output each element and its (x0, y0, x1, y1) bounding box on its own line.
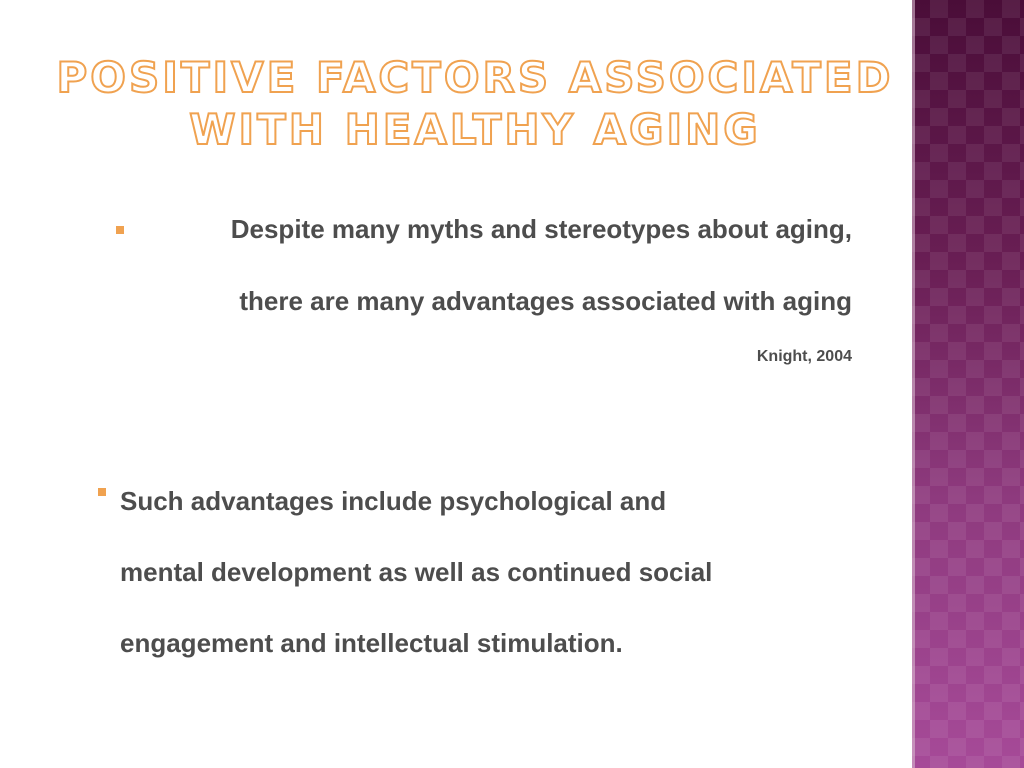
citation: Knight, 2004 (756, 348, 852, 365)
square-bullet-icon (116, 226, 124, 234)
bullet-item-2 (120, 466, 880, 679)
bullet-item-1 (138, 205, 852, 369)
bullet-1-line-1: Despite many myths and stereotypes about aging, (230, 214, 852, 244)
decorative-side-band (912, 0, 1024, 768)
side-band-edge (912, 0, 915, 768)
bullet-1-line-2: there are many advantages associated with aging (239, 286, 852, 316)
bullet-2-line-1: Such advantages include psychological and (120, 486, 667, 516)
title-line-2: WITH HEALTHY AGING (189, 105, 761, 154)
slide-title (50, 52, 900, 156)
bullet-2-line-3: engagement and intellectual stimulation. (120, 628, 623, 658)
bullet-2-line-2: mental development as well as continued social (120, 557, 713, 587)
diamond-pattern (912, 0, 1024, 768)
title-line-1: POSITIVE FACTORS ASSOCIATED (56, 53, 894, 102)
square-bullet-icon (98, 488, 106, 496)
